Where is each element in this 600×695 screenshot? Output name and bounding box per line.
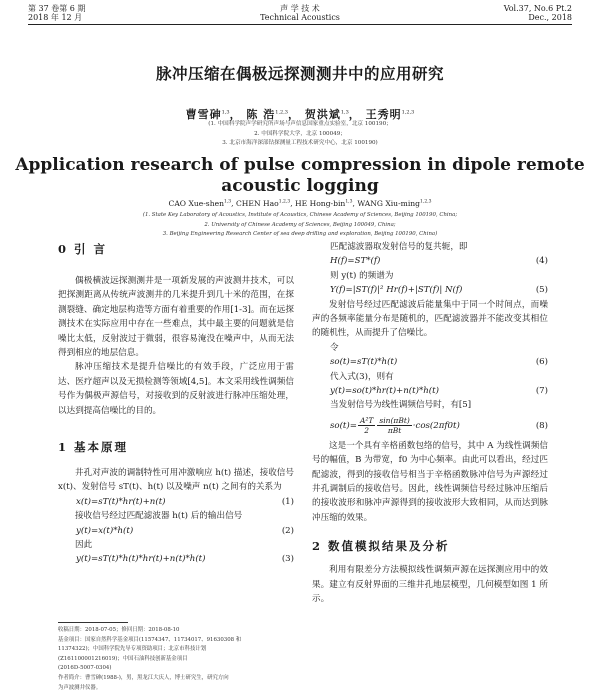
equation-1 xyxy=(58,495,294,509)
paragraph: 匹配滤波器取发射信号的复共轭，即 xyxy=(330,242,468,252)
paragraph: 发射信号经过匹配滤波后能量集中于同一个时间点，而噪声的各频率能量分布是随机的，匹配滤波器并不能改变其相位的随机性，从而提升了信噪比。 xyxy=(312,299,548,339)
author-en: CAO Xue-shen xyxy=(168,199,224,208)
equation-part: so(t)= xyxy=(330,421,357,432)
paragraph: 接收信号经过匹配滤波器 h(t) 后的输出信号 xyxy=(75,511,243,522)
author-sup: 1,2,3 xyxy=(420,199,432,205)
author-sup: 1,3 xyxy=(223,199,232,205)
equation-number: (5) xyxy=(535,285,548,296)
fraction-numerator: sin(πBt) xyxy=(379,416,410,426)
equation-2 xyxy=(58,524,294,538)
paragraph: 令 xyxy=(330,342,339,353)
author-sup: 1,3 xyxy=(345,199,353,205)
fraction-denominator: 2 xyxy=(364,426,370,436)
left-column xyxy=(58,240,294,567)
affiliation-line: 2. 中国科学院大学，北京 100049； xyxy=(254,130,346,137)
equation-body xyxy=(330,416,460,435)
equation-body: H(f)=ST*(f) xyxy=(330,256,381,267)
author-sup: 1,2,3 xyxy=(275,109,288,116)
fraction-denominator: πBt xyxy=(387,426,402,436)
equation-body: y(t)=so(t)*hr(t)+n(t)*h(t) xyxy=(330,386,439,397)
paragraph: 则 y(t) 的频谱为 xyxy=(330,270,394,281)
issue-date: 2018 年 12 月 xyxy=(28,13,83,22)
equation-number: (3) xyxy=(281,554,294,565)
section-heading-intro: 0 引 言 xyxy=(58,242,108,256)
author-cn: 曹雪砷 xyxy=(185,108,222,121)
authors-cn: 曹雪砷$^{1,3}$， 陈 浩$^{1,2,3}$， 贺洪斌$^{1,3}$， 王秀明$^{1,2,3}$ xyxy=(185,108,415,121)
affiliation-line: (1. State Key Laboratory of Acoustics, Institute of Acoustics, Chinese Academy of Sciences, Beijing 100190, China; xyxy=(142,212,458,218)
equation-8 xyxy=(312,413,548,439)
paragraph: 这是一个具有辛格函数包络的信号，其中 A 为线性调频信号的幅值，B 为带宽，f0 为中心频率。由此可以看出，经过匹配滤波，得到的接收信号相当于辛格函数脉冲信号为声源经过井孔调制后的接收信号。因此，线性调频信号经过脉冲压缩后的接收波形和脉冲声源得到的接收波形大致相同，从而达到脉冲压缩的效果。 xyxy=(312,440,548,523)
equation-number: (1) xyxy=(281,496,294,507)
paragraph: 因此 xyxy=(75,540,93,551)
equation-body: x(t)=sT(t)*hr(t)+n(t) xyxy=(76,496,166,507)
author-sup: 1,3 xyxy=(340,109,349,116)
author-sup: 1,3 xyxy=(221,109,230,116)
author-en: WANG Xiu-ming xyxy=(357,199,421,208)
affiliations-cn xyxy=(0,120,600,149)
title-en-line: Application research of pulse compression in dipole remote xyxy=(15,155,585,175)
footnote-line: (2016D-5007-0304) xyxy=(58,665,112,672)
footnote-line: 收稿日期：2018-07-05；修回日期：2018-08-10 xyxy=(58,627,180,633)
section-heading-results: 2 数值模拟结果及分析 xyxy=(312,539,450,554)
fraction-numerator: A²T xyxy=(359,416,374,426)
authors-en: CAO Xue-shen$^{1,3}$, CHEN Hao$^{1,2,3}$, HE Hong-bin$^{1,3}$, WANG Xiu-ming$^{1,2,3}$ xyxy=(168,199,432,208)
right-column xyxy=(312,240,548,606)
paragraph: 井孔对声波的调制特性可用冲激响应 h(t) 描述，接收信号 x(t)、发射信号 sT(t)、h(t) 以及噪声 n(t) 之间有的关系为 xyxy=(58,468,294,493)
fraction xyxy=(377,416,411,435)
affiliation-line: 3. Beijing Engineering Research Center of sea deep drilling and exploration, Beijing 100190, China) xyxy=(162,231,438,237)
author-cn: 王秀明 xyxy=(365,108,402,121)
journal-name-en: Technical Acoustics xyxy=(260,13,340,22)
equation-body: y(t)=sT(t)*h(t)*hr(t)+n(t)*h(t) xyxy=(76,554,206,565)
fraction xyxy=(358,416,375,435)
affiliation-line: 3. 北京市海洋深部钻探测量工程技术研究中心，北京 100190) xyxy=(222,140,378,146)
equation-body: y(t)=x(t)*h(t) xyxy=(76,525,134,536)
volume-info xyxy=(504,4,572,22)
author-cn: 贺洪斌 xyxy=(304,108,341,121)
equation-part: ·cos(2πf0t) xyxy=(412,421,460,432)
footnote-line: (Z161100001216019)；中国石油科技创新基金项目 xyxy=(58,655,188,662)
footnote-rule xyxy=(58,622,128,623)
footnote xyxy=(58,622,294,693)
page-header xyxy=(0,0,600,24)
journal-name-cn: 声 学 技 术 xyxy=(280,4,320,13)
equation-number: (2) xyxy=(281,525,294,536)
footnote-line: 基金项目：国家自然科学基金项目(11574347、11734017、91630308 和 xyxy=(58,636,242,643)
volume-number: Vol.37, No.6 Pt.2 xyxy=(503,4,572,13)
author-cn: 陈 浩 xyxy=(246,108,276,121)
volume-date: Dec., 2018 xyxy=(528,13,572,22)
title-en-line: acoustic logging xyxy=(221,176,379,196)
section-heading-principle: 1 基本原理 xyxy=(58,440,129,455)
equation-6 xyxy=(312,355,548,369)
equation-number: (8) xyxy=(535,420,548,431)
paragraph: 当发射信号为线性调频信号时，有[5] xyxy=(330,400,472,411)
equation-7 xyxy=(312,384,548,398)
author-sup: 1,2,3 xyxy=(278,199,291,205)
affiliation-line: (1. 中国科学院声学研究所声场与声信息国家重点实验室，北京 100190； xyxy=(208,121,392,127)
header-rule xyxy=(28,24,572,25)
equation-number: (4) xyxy=(535,256,548,267)
footnote-line: 作者简介：曹雪砷(1988-)，男，黑龙江大庆人，博士研究生，研究方向 xyxy=(58,674,229,681)
equation-number: (7) xyxy=(535,386,548,397)
paragraph: 利用有限差分方法模拟线性调频声源在远探测应用中的效果。建立有反射界面的三维井孔地层模型，几何模型如图 1 所示。 xyxy=(312,565,548,605)
footnote-line: 为声波测井仪器。 xyxy=(58,684,102,691)
affiliation-line: 2. University of Chinese Academy of Sciences, Beijing 100049, China; xyxy=(204,221,396,228)
title-en xyxy=(0,155,600,197)
equation-3 xyxy=(58,552,294,566)
affiliations-en xyxy=(0,211,600,240)
footnote-line: 11374322)；中国科学院先导专项资助项目；北京市科技计划 xyxy=(58,646,207,653)
author-sup: 1,2,3 xyxy=(401,109,415,116)
paragraph: 代入式(3)，则有 xyxy=(330,371,394,382)
equation-body: so(t)=sT(t)*h(t) xyxy=(330,357,398,368)
equation-number: (6) xyxy=(535,357,548,368)
equation-4 xyxy=(312,254,548,268)
title-cn: 脉冲压缩在偶极远探测测井中的应用研究 xyxy=(155,64,444,83)
author-en: HE Hong-bin xyxy=(295,199,346,208)
paragraph: 偶极横波远探测测井是一项新发展的声波测井技术，可以把探测距离从传统声波测井的几米提升到几十米的范围，在探测裂缝、确定地层构造等方面有着重要的作用[1-3]。而在远探测技术在实际应用中存在一些难点，其中最主要的问题就是信噪比太低，反射波过于微弱，很容易淹没在噪声中，从而无法得到相应的地层信息。 xyxy=(58,276,294,359)
author-en: CHEN Hao xyxy=(235,199,279,208)
equation-5 xyxy=(312,283,548,297)
paragraph: 脉冲压缩技术是提升信噪比的有效手段，广泛应用于雷达、医疗超声以及无损检测等领域[4,5]。本文采用线性调频信号作为偶极声源信号，对接收到的反射波进行脉冲压缩处理，以达到提高信噪比的目的。 xyxy=(58,362,294,416)
issue-number: 第 37 卷第 6 期 xyxy=(28,4,86,13)
equation-body: Y(f)=|ST(f)|² Hr(f)+|ST(f)| N(f) xyxy=(330,285,463,296)
